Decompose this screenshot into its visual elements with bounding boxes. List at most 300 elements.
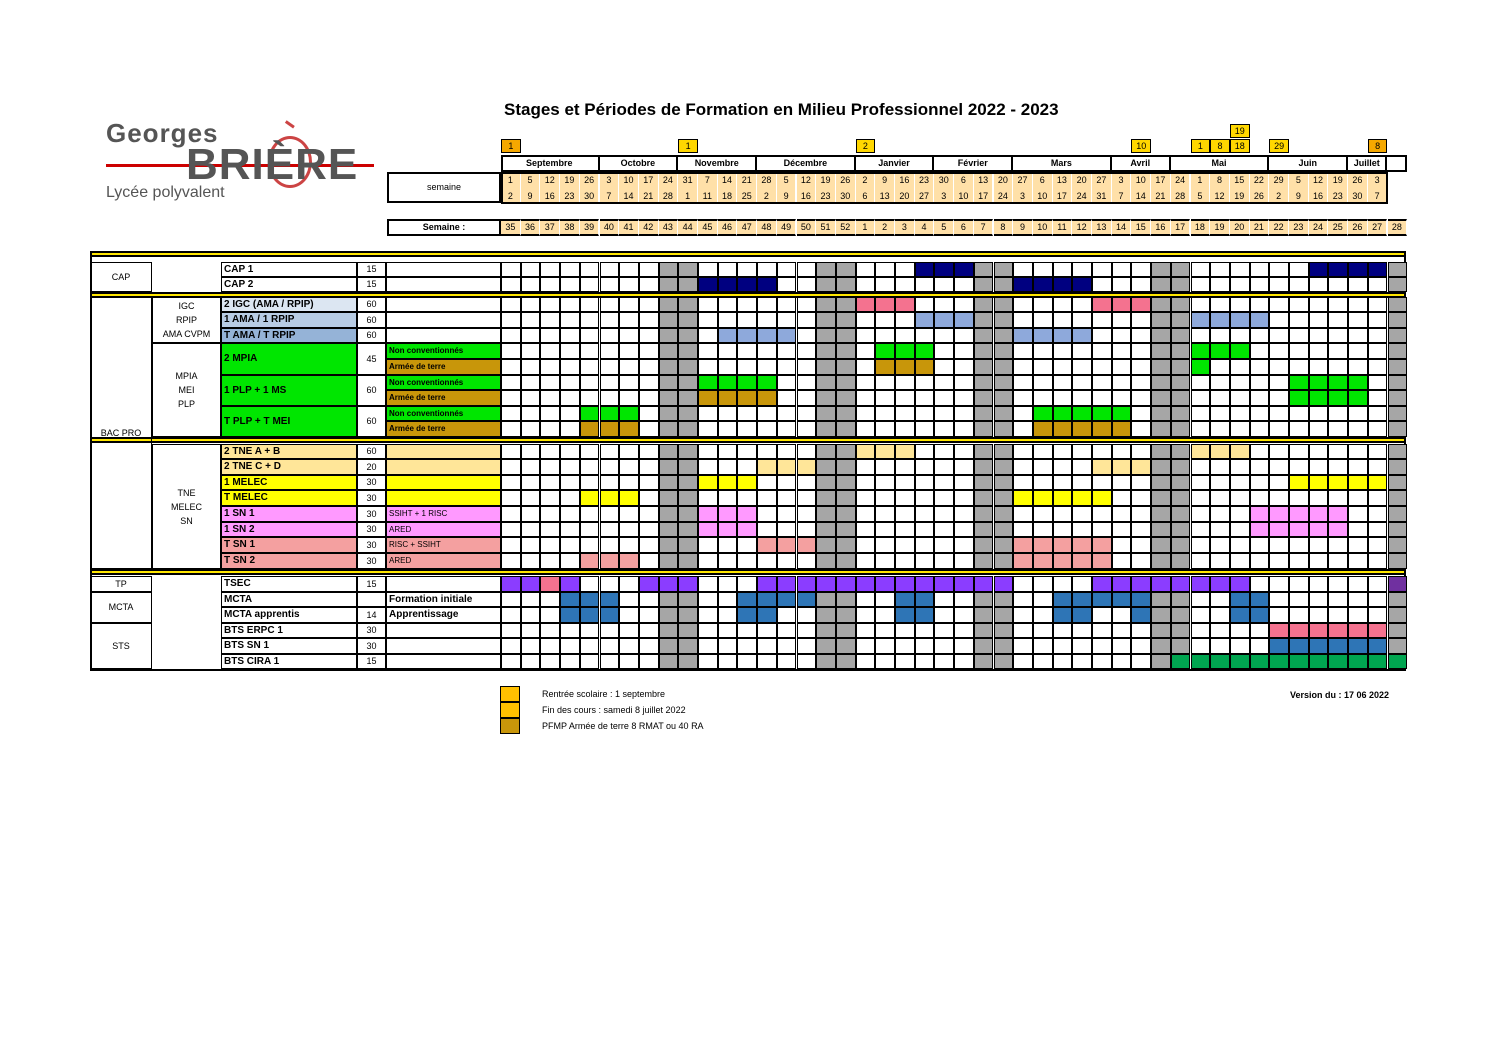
schedule-cell [501,638,521,654]
schedule-cell [1210,623,1230,638]
schedule-cell [954,343,974,359]
saturday-cell: 23 [1328,188,1348,204]
legend-item [500,702,704,718]
schedule-cell [1053,459,1073,475]
schedule-cell [1131,328,1151,343]
period-cell [1289,390,1309,406]
schedule-cell [737,459,757,475]
period-cell [639,576,659,592]
date-marker: 1 [678,139,698,153]
class-effectif: 30 [357,623,386,638]
schedule-cell [619,359,639,375]
period-cell [757,607,777,623]
monday-cell: 24 [1171,172,1191,188]
monday-cell: 13 [1053,172,1073,188]
schedule-cell [1230,475,1250,490]
period-cell [1033,406,1053,421]
schedule-cell [659,592,679,607]
monday-cell: 5 [521,172,541,188]
schedule-cell [659,421,679,437]
version-label: Version du : 17 06 2022 [1290,690,1390,700]
schedule-cell [639,638,659,654]
class-effectif: 60 [357,312,386,328]
schedule-cell [1072,359,1092,375]
schedule-cell [1328,421,1348,437]
schedule-cell [1092,328,1112,343]
schedule-cell [934,343,954,359]
saturday-cell: 24 [1072,188,1092,204]
period-cell [1230,312,1250,328]
schedule-cell [1151,459,1171,475]
schedule-cell [1210,553,1230,569]
schedule-cell [737,297,757,312]
schedule-cell [816,312,836,328]
schedule-cell [619,444,639,459]
schedule-cell [836,638,856,654]
schedule-cell [1250,537,1270,553]
schedule-cell [698,312,718,328]
schedule-cell [934,623,954,638]
week-number-cell: 21 [1250,219,1270,236]
period-cell [1013,490,1033,506]
schedule-cell [501,654,521,669]
period-cell [1230,576,1250,592]
schedule-cell [560,328,580,343]
monday-cell: 17 [639,172,659,188]
schedule-cell [1348,343,1368,359]
period-cell [540,576,560,592]
schedule-cell [659,607,679,623]
schedule-cell [718,576,738,592]
schedule-cell [856,262,876,277]
schedule-cell [1210,277,1230,292]
period-cell [737,592,757,607]
schedule-cell [560,297,580,312]
schedule-cell [895,459,915,475]
schedule-cell [777,444,797,459]
schedule-cell [777,277,797,292]
schedule-cell [934,421,954,437]
schedule-cell [797,312,817,328]
schedule-cell [1210,421,1230,437]
schedule-cell [1171,312,1191,328]
schedule-cell [895,475,915,490]
schedule-cell [1368,328,1388,343]
schedule-cell [934,375,954,390]
period-cell [1072,537,1092,553]
week-number-cell: 25 [1328,219,1348,236]
schedule-cell [560,277,580,292]
schedule-cell [915,375,935,390]
period-cell [1328,506,1348,522]
schedule-cell [1328,459,1348,475]
saturday-cell: 13 [875,188,895,204]
period-cell [1072,490,1092,506]
schedule-cell [797,623,817,638]
period-cell [1309,506,1329,522]
schedule-cell [974,297,994,312]
schedule-cell [836,375,856,390]
schedule-cell [856,623,876,638]
schedule-cell [678,406,698,421]
legend-swatch [500,702,520,718]
period-cell [1230,444,1250,459]
schedule-cell [540,506,560,522]
schedule-cell [1053,638,1073,654]
schedule-cell [1309,490,1329,506]
schedule-cell [501,490,521,506]
schedule-cell [797,553,817,569]
schedule-cell [934,654,954,669]
schedule-cell [915,553,935,569]
schedule-cell [797,328,817,343]
schedule-cell [895,537,915,553]
schedule-cell [875,522,895,537]
schedule-cell [1171,537,1191,553]
schedule-cell [1210,406,1230,421]
schedule-cell [954,592,974,607]
schedule-cell [1151,277,1171,292]
schedule-cell [836,490,856,506]
schedule-cell [1368,553,1388,569]
period-cell [600,490,620,506]
schedule-cell [994,537,1014,553]
schedule-cell [718,490,738,506]
period-cell [580,553,600,569]
schedule-cell [501,459,521,475]
period-cell [934,262,954,277]
schedule-cell [1013,359,1033,375]
schedule-cell [856,277,876,292]
schedule-cell [1368,537,1388,553]
period-cell [1072,328,1092,343]
schedule-cell [1171,277,1191,292]
schedule-cell [777,406,797,421]
schedule-cell [1210,638,1230,654]
schedule-cell [619,623,639,638]
period-cell [737,277,757,292]
schedule-cell [698,262,718,277]
schedule-cell [639,475,659,490]
schedule-cell [1191,262,1211,277]
saturday-cell: 11 [698,188,718,204]
week-number-cell: 41 [619,219,639,236]
schedule-cell [1269,475,1289,490]
schedule-cell [600,444,620,459]
subgroup-line: RPIP [175,315,197,325]
schedule-cell [678,592,698,607]
schedule-cell [1112,553,1132,569]
period-cell [1112,576,1132,592]
period-cell [875,444,895,459]
schedule-cell [856,328,876,343]
schedule-cell [797,638,817,654]
schedule-cell [737,262,757,277]
schedule-cell [1348,444,1368,459]
class-name: BTS ERPC 1 [221,623,357,638]
schedule-cell [1388,390,1408,406]
monday-cell: 3 [1368,172,1388,188]
schedule-cell [580,638,600,654]
period-cell [1289,375,1309,390]
schedule-cell [540,607,560,623]
period-cell [600,607,620,623]
schedule-cell [1210,262,1230,277]
saturday-cell: 12 [1210,188,1230,204]
schedule-cell [560,623,580,638]
period-cell [1033,277,1053,292]
schedule-cell [836,262,856,277]
schedule-cell [895,522,915,537]
schedule-cell [816,359,836,375]
schedule-cell [501,312,521,328]
schedule-cell [836,654,856,669]
period-cell [718,277,738,292]
schedule-cell [659,475,679,490]
schedule-cell [954,623,974,638]
schedule-cell [501,592,521,607]
schedule-cell [521,343,541,359]
schedule-cell [856,312,876,328]
period-cell [757,390,777,406]
schedule-cell [1309,444,1329,459]
schedule-cell [1171,490,1191,506]
schedule-cell [1230,459,1250,475]
schedule-cell [1269,390,1289,406]
schedule-cell [1289,312,1309,328]
schedule-cell [1092,654,1112,669]
period-cell [1388,576,1408,592]
period-cell [659,576,679,592]
schedule-cell [1171,607,1191,623]
schedule-cell [521,312,541,328]
week-number-cell: 38 [560,219,580,236]
schedule-cell [540,359,560,375]
period-cell [1092,592,1112,607]
schedule-cell [659,297,679,312]
schedule-cell [797,277,817,292]
schedule-cell [915,522,935,537]
schedule-cell [698,553,718,569]
period-cell [1131,297,1151,312]
week-number-cell: 44 [678,219,698,236]
schedule-cell [1092,475,1112,490]
schedule-cell [639,262,659,277]
schedule-cell [1348,576,1368,592]
schedule-cell [639,522,659,537]
period-cell [1092,421,1112,437]
week-number-cell: 2 [875,219,895,236]
month-label: Juin [1269,156,1348,171]
saturday-cell: 23 [560,188,580,204]
period-cell [895,607,915,623]
schedule-cell [915,638,935,654]
saturday-cell: 9 [777,188,797,204]
period-cell [895,576,915,592]
schedule-cell [1348,490,1368,506]
period-cell [994,576,1014,592]
period-cell [1388,654,1408,669]
schedule-cell [836,406,856,421]
period-cell [1309,638,1329,654]
period-cell [1269,623,1289,638]
schedule-cell [1013,444,1033,459]
schedule-cell [678,459,698,475]
class-note [386,654,501,669]
schedule-cell [540,390,560,406]
schedule-cell [698,490,718,506]
schedule-cell [836,390,856,406]
schedule-cell [639,654,659,669]
period-cell [895,359,915,375]
schedule-cell [994,654,1014,669]
schedule-cell [639,297,659,312]
class-effectif [357,592,386,607]
schedule-cell [1250,262,1270,277]
schedule-cell [1092,343,1112,359]
schedule-cell [1368,459,1388,475]
schedule-cell [1131,444,1151,459]
period-cell [1171,654,1191,669]
schedule-cell [1230,262,1250,277]
schedule-cell [718,421,738,437]
week-number-cell: 8 [994,219,1014,236]
schedule-cell [1269,553,1289,569]
day-rows-frame [501,172,1388,204]
schedule-cell [797,607,817,623]
group-label: TP [90,576,152,592]
schedule-cell [501,607,521,623]
monday-cell: 19 [816,172,836,188]
schedule-cell [1230,328,1250,343]
schedule-cell [1151,328,1171,343]
class-note [386,475,501,490]
schedule-cell [1210,328,1230,343]
week-number-cell: 26 [1348,219,1368,236]
schedule-cell [560,375,580,390]
schedule-cell [1013,475,1033,490]
schedule-cell [1013,592,1033,607]
saturday-cell: 14 [1131,188,1151,204]
schedule-cell [659,537,679,553]
period-cell [1328,375,1348,390]
schedule-cell [1328,312,1348,328]
schedule-cell [915,537,935,553]
schedule-cell [1210,390,1230,406]
schedule-cell [1289,297,1309,312]
schedule-cell [836,553,856,569]
class-name: T MELEC [221,490,357,506]
schedule-cell [994,592,1014,607]
schedule-cell [875,638,895,654]
schedule-cell [659,654,679,669]
monday-cell: 3 [600,172,620,188]
schedule-cell [678,490,698,506]
period-cell [836,576,856,592]
schedule-cell [1171,328,1191,343]
schedule-cell [895,490,915,506]
week-number-cell: 11 [1053,219,1073,236]
monday-cell: 23 [915,172,935,188]
schedule-cell [1269,406,1289,421]
subgroup-line: PLP [177,399,195,409]
schedule-cell [856,459,876,475]
schedule-cell [678,343,698,359]
period-cell [1191,654,1211,669]
class-note: Formation initiale [386,592,501,607]
schedule-cell [777,506,797,522]
schedule-cell [1250,328,1270,343]
schedule-cell [974,607,994,623]
week-number-cell: 42 [639,219,659,236]
schedule-cell [1210,537,1230,553]
period-cell [1092,406,1112,421]
legend-text: PFMP Armée de terre 8 RMAT ou 40 RA [542,721,704,731]
schedule-cell [1131,475,1151,490]
week-number-cell: 23 [1289,219,1309,236]
saturday-cell: 20 [895,188,915,204]
schedule-cell [1033,297,1053,312]
period-cell [718,375,738,390]
schedule-cell [816,638,836,654]
schedule-cell [1269,343,1289,359]
schedule-cell [1171,444,1191,459]
saturday-cell: 25 [737,188,757,204]
schedule-cell [1348,522,1368,537]
period-cell [1013,328,1033,343]
period-cell [1289,654,1309,669]
class-effectif: 30 [357,506,386,522]
schedule-cell [678,421,698,437]
schedule-cell [875,506,895,522]
schedule-cell [1072,444,1092,459]
schedule-cell [1328,444,1348,459]
schedule-cell [600,359,620,375]
period-cell [777,537,797,553]
schedule-cell [619,343,639,359]
class-name: CAP 1 [221,262,357,277]
schedule-cell [1309,277,1329,292]
week-number-cell: 6 [954,219,974,236]
schedule-cell [797,490,817,506]
schedule-cell [521,592,541,607]
schedule-cell [1348,297,1368,312]
schedule-cell [1112,312,1132,328]
schedule-cell [777,359,797,375]
monday-cell: 19 [560,172,580,188]
schedule-cell [1151,506,1171,522]
schedule-cell [1151,390,1171,406]
schedule-cell [1171,623,1191,638]
schedule-cell [698,343,718,359]
schedule-cell [994,328,1014,343]
period-cell [757,537,777,553]
schedule-cell [915,297,935,312]
period-cell [600,592,620,607]
schedule-cell [1151,444,1171,459]
schedule-cell [895,390,915,406]
schedule-cell [974,406,994,421]
schedule-cell [1230,421,1250,437]
schedule-cell [1250,475,1270,490]
schedule-cell [1053,475,1073,490]
schedule-cell [875,328,895,343]
schedule-cell [1289,592,1309,607]
class-note [386,328,501,343]
period-cell [757,459,777,475]
class-note: Apprentissage [386,607,501,623]
schedule-cell [560,459,580,475]
